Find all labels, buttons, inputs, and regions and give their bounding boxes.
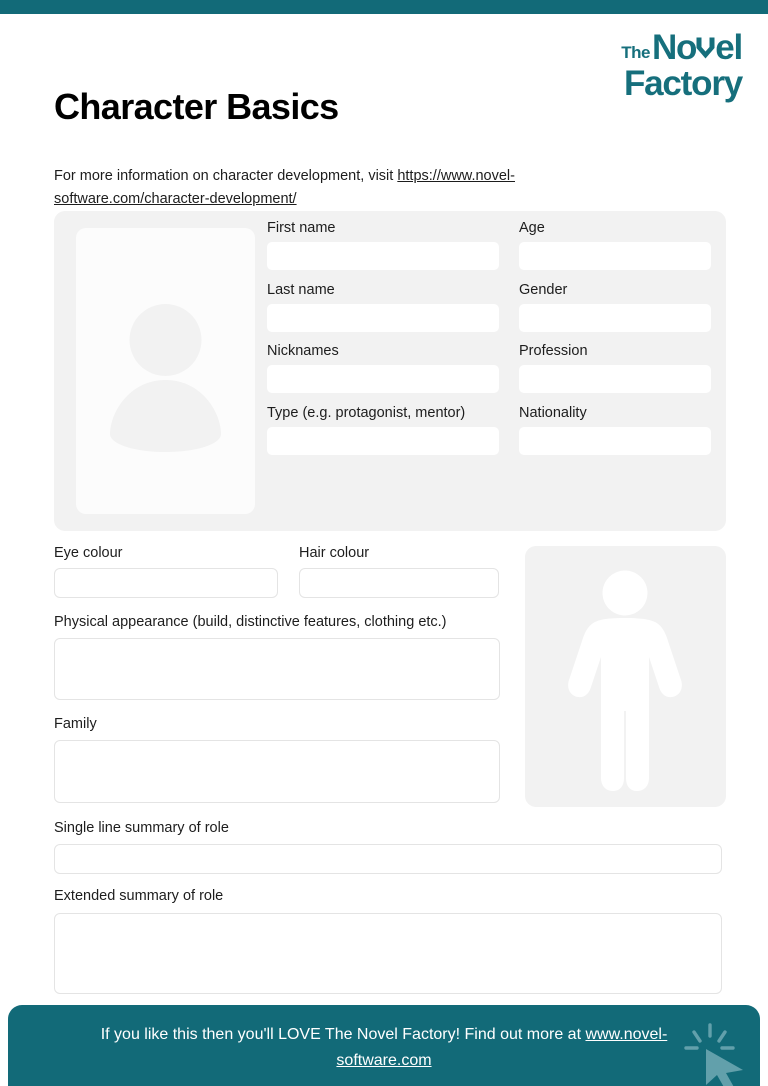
logo-the-text: The (621, 43, 650, 62)
age-input[interactable] (519, 242, 711, 270)
field-label-physical-appearance: Physical appearance (build, distinctive features, clothing etc.) (54, 614, 447, 630)
person-avatar-placeholder-icon (76, 228, 255, 514)
field-label-first-name: First name (267, 220, 336, 236)
field-label-family: Family (54, 716, 97, 732)
logo-line-one (621, 30, 742, 65)
field-label-last-name: Last name (267, 281, 335, 298)
promo-footer (8, 1005, 760, 1086)
field-profession (519, 342, 711, 393)
identity-fields-left-column (267, 219, 499, 455)
footer-message-text: If you like this then you'll LOVE The Novel Factory! Find out more at (100, 1026, 586, 1043)
field-nicknames (267, 342, 499, 393)
page-title: Character Basics (54, 86, 339, 127)
top-accent-bar (0, 0, 768, 14)
novel-factory-logo (621, 30, 742, 101)
hair-colour-input[interactable] (299, 568, 499, 598)
field-age (519, 219, 711, 270)
intro-text: For more information on character development, visit (54, 167, 398, 184)
family-textarea[interactable] (54, 740, 500, 803)
extended-summary-textarea[interactable] (54, 913, 722, 994)
field-label-extended-summary: Extended summary of role (54, 888, 224, 904)
character-identity-panel (54, 211, 726, 531)
field-label-single-line-summary: Single line summary of role (54, 820, 229, 836)
avatar-placeholder[interactable] (76, 228, 255, 514)
first-name-input[interactable] (267, 242, 499, 270)
nicknames-input[interactable] (267, 365, 499, 393)
profession-input[interactable] (519, 365, 711, 393)
type-input[interactable] (267, 427, 499, 455)
character-development-link[interactable]: https://www.novel-software.com/character-development/ (54, 167, 515, 207)
open-book-icon (695, 36, 716, 60)
field-label-eye-colour: Eye colour (54, 545, 123, 561)
field-label-hair-colour: Hair colour (299, 545, 370, 561)
logo-novel-post: el (715, 28, 742, 67)
gender-input[interactable] (519, 304, 711, 332)
field-label-age: Age (519, 220, 545, 236)
footer-website-link[interactable]: www.novel-software.com (336, 1026, 668, 1069)
field-last-name (267, 281, 499, 332)
logo-novel-text (652, 30, 742, 65)
field-gender (519, 281, 711, 332)
full-body-figure-icon (525, 546, 726, 807)
physical-appearance-textarea[interactable] (54, 638, 500, 700)
last-name-input[interactable] (267, 304, 499, 332)
identity-fields-right-column (519, 219, 711, 455)
nationality-input[interactable] (519, 427, 711, 455)
field-label-gender: Gender (519, 281, 568, 298)
field-label-type: Type (e.g. protagonist, mentor) (267, 404, 466, 421)
footer-message (8, 1022, 760, 1074)
intro-paragraph (54, 165, 614, 211)
field-first-name (267, 219, 499, 270)
field-nationality (519, 404, 711, 455)
logo-novel-pre: No (651, 28, 697, 67)
field-type (267, 404, 499, 455)
logo-factory-text: Factory (623, 64, 742, 103)
click-cursor-icon (680, 1019, 754, 1086)
single-line-summary-input[interactable] (54, 844, 722, 874)
eye-colour-input[interactable] (54, 568, 278, 598)
field-label-nicknames: Nicknames (267, 343, 339, 359)
body-figure-placeholder[interactable] (525, 546, 726, 807)
field-label-nationality: Nationality (519, 404, 587, 421)
field-label-profession: Profession (519, 343, 588, 359)
